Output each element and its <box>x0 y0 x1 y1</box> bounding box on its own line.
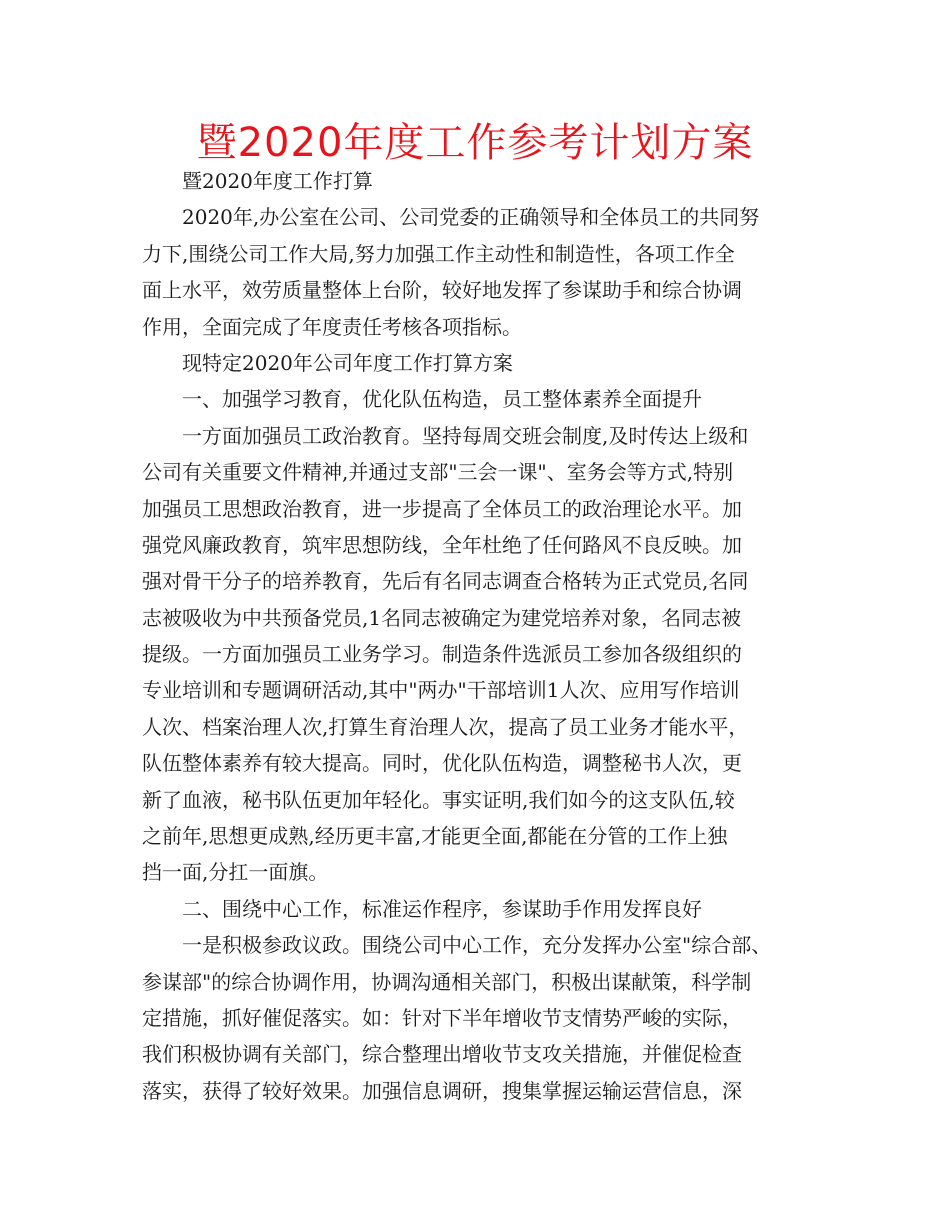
text-line: 公司有关重要文件精神,并通过支部"三会一课"、室务会等方式,特别 <box>142 460 734 485</box>
text-line: 参谋部"的综合协调作用，协调沟通相关部门，积极出谋献策，科学制 <box>142 969 752 994</box>
text-line: 现特定2020年公司年度工作打算方案 <box>182 350 513 375</box>
text-line: 力下,围绕公司工作大局,努力加强工作主动性和制造性，各项工作全 <box>142 241 735 266</box>
text-line: 之前年,思想更成熟,经历更丰富,才能更全面,都能在分管的工作上独 <box>142 824 728 849</box>
text-line: 新了血液，秘书队伍更加年轻化。事实证明,我们如今的这支队伍,较 <box>142 787 735 812</box>
text-line: 加强员工思想政治教育，进一步提高了全体员工的政治理论水平。加 <box>142 496 742 521</box>
text-line: 作用，全面完成了年度责任考核各项指标。 <box>142 314 522 339</box>
text-line: 志被吸收为中共预备党员,1名同志被确定为建党培养对象，名同志被 <box>142 605 742 630</box>
text-line: 人次、档案治理人次,打算生育治理人次，提高了员工业务才能水平， <box>142 714 749 739</box>
text-line: 队伍整体素养有较大提高。同时，优化队伍构造，调整秘书人次，更 <box>142 751 742 776</box>
text-line: 落实，获得了较好效果。加强信息调研，搜集掌握运输运营信息，深 <box>142 1078 742 1103</box>
text-line: 一是积极参政议政。围绕公司中心工作，充分发挥办公室"综合部、 <box>182 933 772 958</box>
text-line: 一方面加强员工政治教育。坚持每周交班会制度,及时传达上级和 <box>182 423 749 448</box>
text-line: 挡一面,分扛一面旗。 <box>142 860 329 885</box>
text-line: 定措施，抓好催促落实。如：针对下半年增收节支情势严峻的实际， <box>142 1005 742 1030</box>
text-line: 一、加强学习教育，优化队伍构造，员工整体素养全面提升 <box>182 387 702 412</box>
text-line: 提级。一方面加强员工业务学习。制造条件选派员工参加各级组织的 <box>142 642 742 667</box>
text-line: 我们积极协调有关部门，综合整理出增收节支攻关措施，并催促检查 <box>142 1042 742 1067</box>
text-line: 强党风廉政教育，筑牢思想防线，全年杜绝了任何路风不良反映。加 <box>142 532 742 557</box>
text-line: 强对骨干分子的培养教育，先后有名同志调查合格转为正式党员,名同 <box>142 569 749 594</box>
document-title: 暨2020年度工作参考计划方案 <box>196 120 754 166</box>
text-line: 2020年,办公室在公司、公司党委的正确领导和全体员工的共同努 <box>182 205 760 230</box>
text-line: 面上水平，效劳质量整体上台阶，较好地发挥了参谋助手和综合协调 <box>142 278 742 303</box>
document-body <box>142 163 832 1109</box>
text-line: 二、围绕中心工作，标准运作程序，参谋助手作用发挥良好 <box>182 896 702 921</box>
text-line: 专业培训和专题调研活动,其中"两办"干部培训1人次、应用写作培训 <box>142 678 740 703</box>
text-line: 暨2020年度工作打算 <box>182 169 373 193</box>
